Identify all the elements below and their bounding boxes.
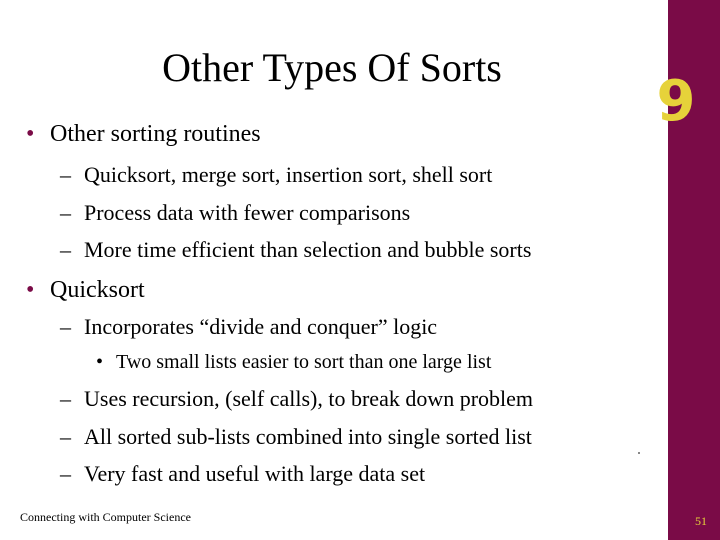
chapter-number: 9 — [656, 69, 696, 134]
dash-icon: – — [60, 162, 71, 187]
sub-bullet-item — [60, 236, 531, 264]
page-number: 51 — [695, 514, 707, 528]
bullet-text: Other sorting routines — [50, 121, 261, 147]
sub-sub-bullet-item — [96, 350, 491, 374]
sub-bullet-item — [60, 423, 532, 451]
sub-bullet-item — [60, 460, 425, 488]
footer-text: Connecting with Computer Science — [20, 510, 191, 524]
sub-bullet-text: Incorporates “divide and conquer” logic — [84, 314, 438, 339]
sub-sub-bullet-text: Two small lists easier to sort than one large list — [116, 351, 492, 373]
stray-dot — [638, 452, 640, 454]
sub-bullet-item — [60, 313, 437, 341]
dash-icon: – — [60, 461, 71, 486]
sub-bullet-text: Process data with fewer comparisons — [84, 200, 411, 225]
bullet-icon: • — [26, 277, 35, 303]
sub-bullet-text: All sorted sub-lists combined into single sorted list — [84, 424, 532, 449]
bullet-icon: • — [26, 121, 35, 147]
bullet-text: Quicksort — [50, 277, 145, 303]
bullet-item — [26, 275, 145, 305]
dash-icon: – — [60, 314, 71, 339]
sub-bullet-text: More time efficient than selection and bubble sorts — [84, 237, 532, 262]
dash-icon: – — [60, 200, 71, 225]
sub-bullet-item — [60, 199, 410, 227]
slide-title: Other Types Of Sorts — [162, 45, 502, 90]
sub-bullet-item — [60, 161, 492, 189]
bullet-item — [26, 119, 261, 149]
sub-bullet-item — [60, 385, 533, 413]
dash-icon: – — [60, 237, 71, 262]
bullet-icon: • — [96, 351, 104, 373]
sub-bullet-text: Uses recursion, (self calls), to break down problem — [84, 386, 534, 411]
sub-bullet-text: Quicksort, merge sort, insertion sort, shell sort — [84, 162, 493, 187]
dash-icon: – — [60, 386, 71, 411]
dash-icon: – — [60, 424, 71, 449]
sub-bullet-text: Very fast and useful with large data set — [84, 461, 426, 486]
